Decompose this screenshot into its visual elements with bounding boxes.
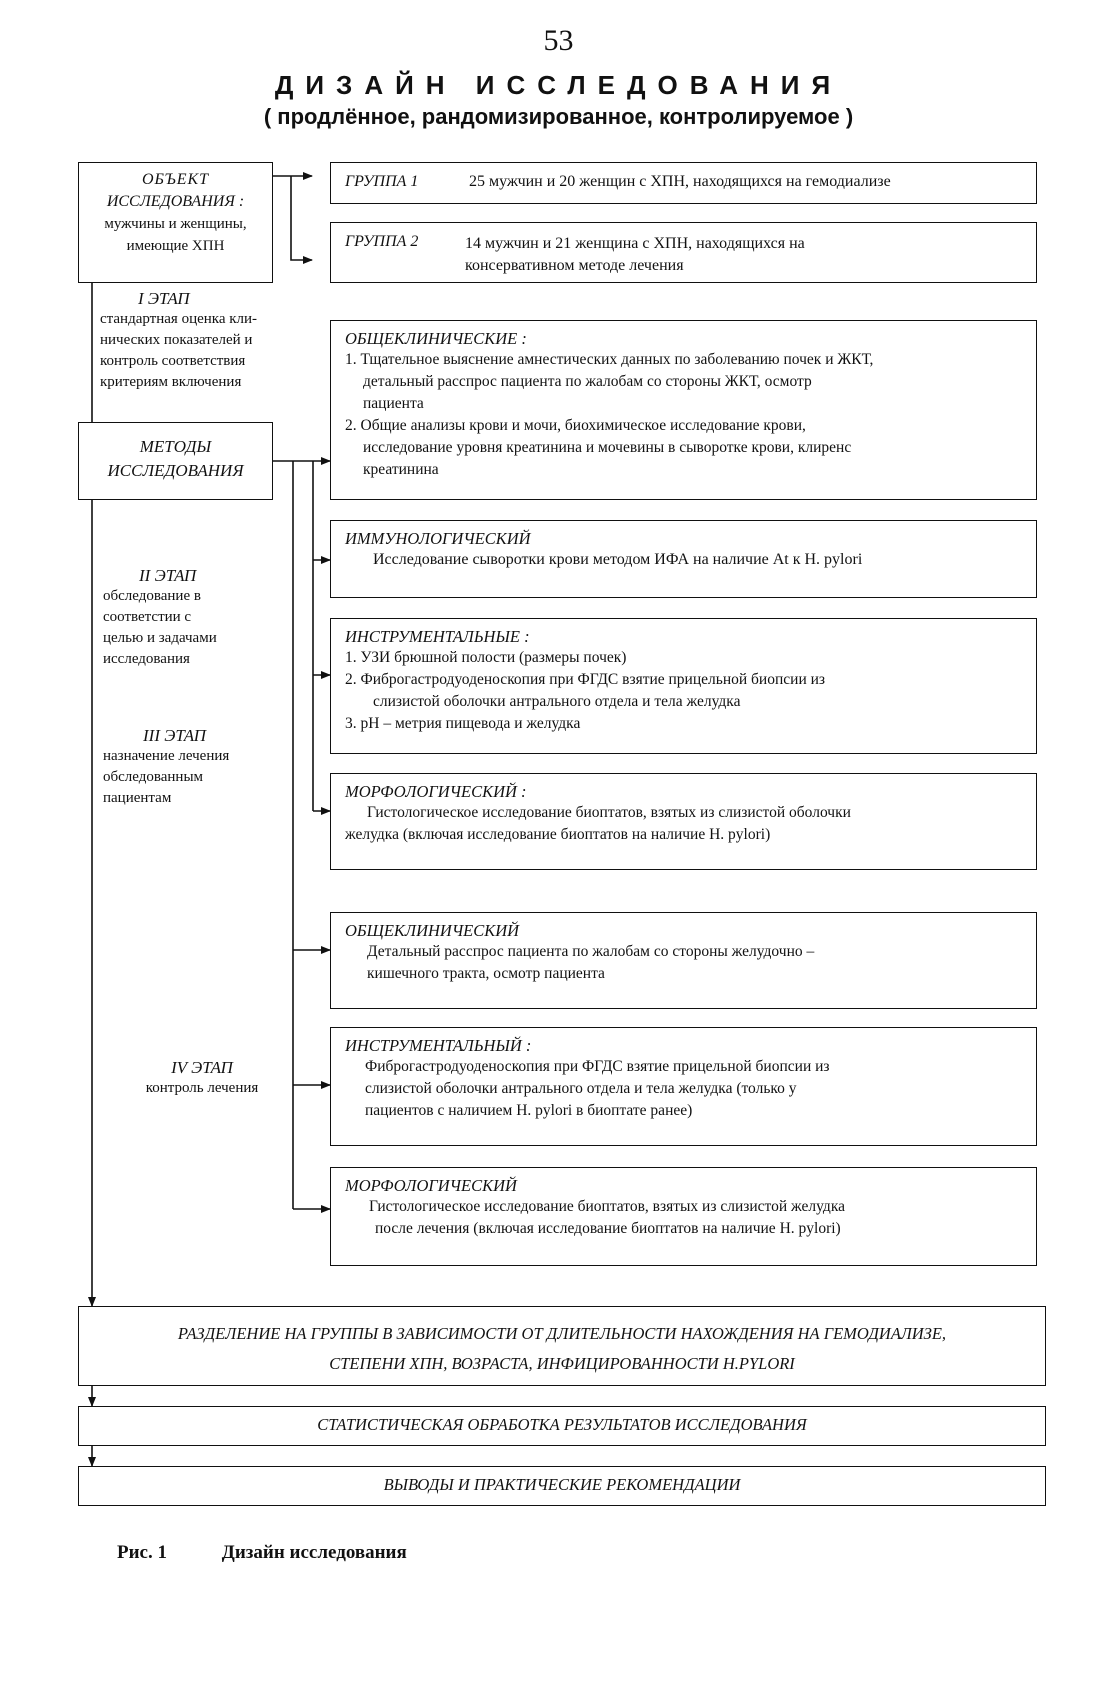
stage2-line-1: обследование в	[103, 588, 201, 604]
stage4-label: IV ЭТАП	[171, 1058, 233, 1077]
stage3-line-2: обследованным	[103, 769, 204, 785]
general-clinical-heading: ОБЩЕКЛИНИЧЕСКИЕ :	[345, 329, 527, 348]
general-clinical2-line-2: кишечного тракта, осмотр пациента	[367, 965, 605, 982]
general-clinical-item1-2: детальный расспрос пациента по жалобам со стороны ЖКТ, осмотр	[363, 373, 812, 390]
stage2-label: II ЭТАП	[139, 566, 197, 585]
general-clinical2-box	[330, 912, 1037, 1009]
conclusions-box	[78, 1466, 1046, 1506]
stage2	[103, 565, 283, 670]
morphological2-line-1: Гистологическое исследование биоптатов, взятых из слизистой желудка	[369, 1198, 845, 1215]
morphological-box	[330, 773, 1037, 870]
figure-caption	[117, 1542, 407, 1564]
group2-box	[330, 222, 1037, 283]
immunological-text: Исследование сыворотки крови методом ИФА на наличие At к H. pylori	[373, 551, 863, 568]
stage2-line-4: исследования	[103, 651, 190, 667]
group2-label: ГРУППА 2	[345, 233, 419, 250]
figure-caption-label: Рис. 1	[117, 1542, 167, 1563]
stage1-line-2: нических показателей и	[100, 332, 253, 348]
general-clinical-item2-1: 2. Общие анализы крови и мочи, биохимическое исследование крови,	[345, 417, 806, 434]
object-text-2: имеющие ХПН	[126, 238, 225, 254]
stage1-line-1: стандартная оценка кли-	[100, 311, 258, 327]
stage1-line-4: критериям включения	[100, 374, 242, 390]
general-clinical-item2-3: креатинина	[363, 461, 439, 478]
group1-text: 25 мужчин и 20 женщин с ХПН, находящихся на гемодиализе	[469, 173, 891, 190]
general-clinical-item1-3: пациента	[363, 395, 424, 412]
object-heading-2: ИССЛЕДОВАНИЯ :	[106, 193, 245, 210]
stage4	[117, 1057, 287, 1099]
group1-label: ГРУППА 1	[345, 173, 419, 190]
morphological2-box	[330, 1167, 1037, 1266]
stage2-line-2: соответстии с	[103, 609, 192, 625]
instrumental-box	[330, 618, 1037, 754]
group1-box	[330, 162, 1037, 204]
instrumental-item2-1: 2. Фиброгастродуоденоскопия при ФГДС взятие прицельной биопсии из	[345, 671, 826, 688]
methods-line-2: ИССЛЕДОВАНИЯ	[107, 461, 244, 480]
object-text-1: мужчины и женщины,	[104, 216, 247, 232]
group2-text-1: 14 мужчин и 21 женщина с ХПН, находящихся на	[465, 235, 805, 252]
group2-text-2: консервативном методе лечения	[465, 257, 684, 274]
morphological-line-1: Гистологическое исследование биоптатов, взятых из слизистой оболочки	[367, 804, 851, 821]
general-clinical-item1-1: 1. Тщательное выяснение амнестических данных по заболеванию почек и ЖКТ,	[345, 351, 874, 368]
stage4-line-1: контроль лечения	[145, 1080, 259, 1096]
division-line-2: СТЕПЕНИ ХПН, ВОЗРАСТА, ИНФИЦИРОВАННОСТИ H.PYLORI	[329, 1354, 795, 1373]
division-line-1: РАЗДЕЛЕНИЕ НА ГРУППЫ В ЗАВИСИМОСТИ ОТ ДЛИТЕЛЬНОСТИ НАХОЖДЕНИЯ НА ГЕМОДИАЛИЗЕ,	[177, 1324, 947, 1343]
methods-box	[78, 422, 273, 500]
morphological2-line-2: после лечения (включая исследование биоптатов на наличие H. pylori)	[375, 1220, 841, 1237]
object-box	[78, 162, 273, 283]
stage3-label: III ЭТАП	[143, 726, 206, 745]
instrumental-item2-2: слизистой оболочки антрального отдела и тела желудка	[373, 693, 741, 710]
general-clinical2-heading: ОБЩЕКЛИНИЧЕСКИЙ	[345, 921, 520, 940]
instrumental2-box	[330, 1027, 1037, 1146]
general-clinical-item2-2: исследование уровня креатинина и мочевины в сыворотке крови, клиренс	[363, 439, 852, 456]
instrumental2-heading: ИНСТРУМЕНТАЛЬНЫЙ :	[345, 1036, 532, 1055]
instrumental-heading: ИНСТРУМЕНТАЛЬНЫЕ :	[345, 627, 530, 646]
stats-text: СТАТИСТИЧЕСКАЯ ОБРАБОТКА РЕЗУЛЬТАТОВ ИССЛЕДОВАНИЯ	[317, 1415, 807, 1434]
page-title: ДИЗАЙН ИССЛЕДОВАНИЯ	[274, 70, 843, 100]
instrumental2-line-2: слизистой оболочки антрального отдела и тела желудка (только у	[365, 1080, 797, 1097]
stats-box	[78, 1406, 1046, 1446]
general-clinical-box	[330, 320, 1037, 500]
stage1	[100, 288, 300, 393]
stage1-line-3: контроль соответствия	[100, 353, 246, 369]
arrow-to-group2	[291, 176, 312, 260]
instrumental-item3: 3. pH – метрия пищевода и желудка	[345, 715, 581, 732]
page-subtitle: ( продлённое, рандомизированное, контролируемое )	[263, 104, 854, 129]
methods-line-1: МЕТОДЫ	[139, 437, 212, 456]
stage3-line-1: назначение лечения	[103, 748, 230, 764]
immunological-heading: ИММУНОЛОГИЧЕСКИЙ	[345, 529, 531, 548]
instrumental-item1: 1. УЗИ брюшной полости (размеры почек)	[345, 649, 627, 666]
immunological-box	[330, 520, 1037, 598]
figure-caption-text: Дизайн исследования	[221, 1542, 407, 1563]
stage3-line-3: пациентам	[103, 790, 172, 806]
stage2-line-3: целью и задачами	[103, 630, 217, 646]
conclusions-text: ВЫВОДЫ И ПРАКТИЧЕСКИЕ РЕКОМЕНДАЦИИ	[383, 1475, 741, 1494]
page-number: 53	[543, 24, 574, 57]
stage3	[103, 725, 283, 809]
instrumental2-line-1: Фиброгастродуоденоскопия при ФГДС взятие прицельной биопсии из	[365, 1058, 830, 1075]
morphological2-heading: МОРФОЛОГИЧЕСКИЙ	[345, 1176, 517, 1195]
morphological-heading: МОРФОЛОГИЧЕСКИЙ :	[345, 782, 527, 801]
object-heading-1: ОБЪЕКТ	[141, 171, 210, 188]
morphological-line-2: желудка (включая исследование биоптатов на наличие H. pylori)	[345, 826, 771, 843]
stage1-label: I ЭТАП	[138, 289, 190, 308]
division-box	[78, 1306, 1046, 1386]
instrumental2-line-3: пациентов с наличием H. pylori в биоптате ранее)	[365, 1102, 693, 1119]
general-clinical2-line-1: Детальный расспрос пациента по жалобам со стороны желудочно –	[367, 943, 815, 960]
